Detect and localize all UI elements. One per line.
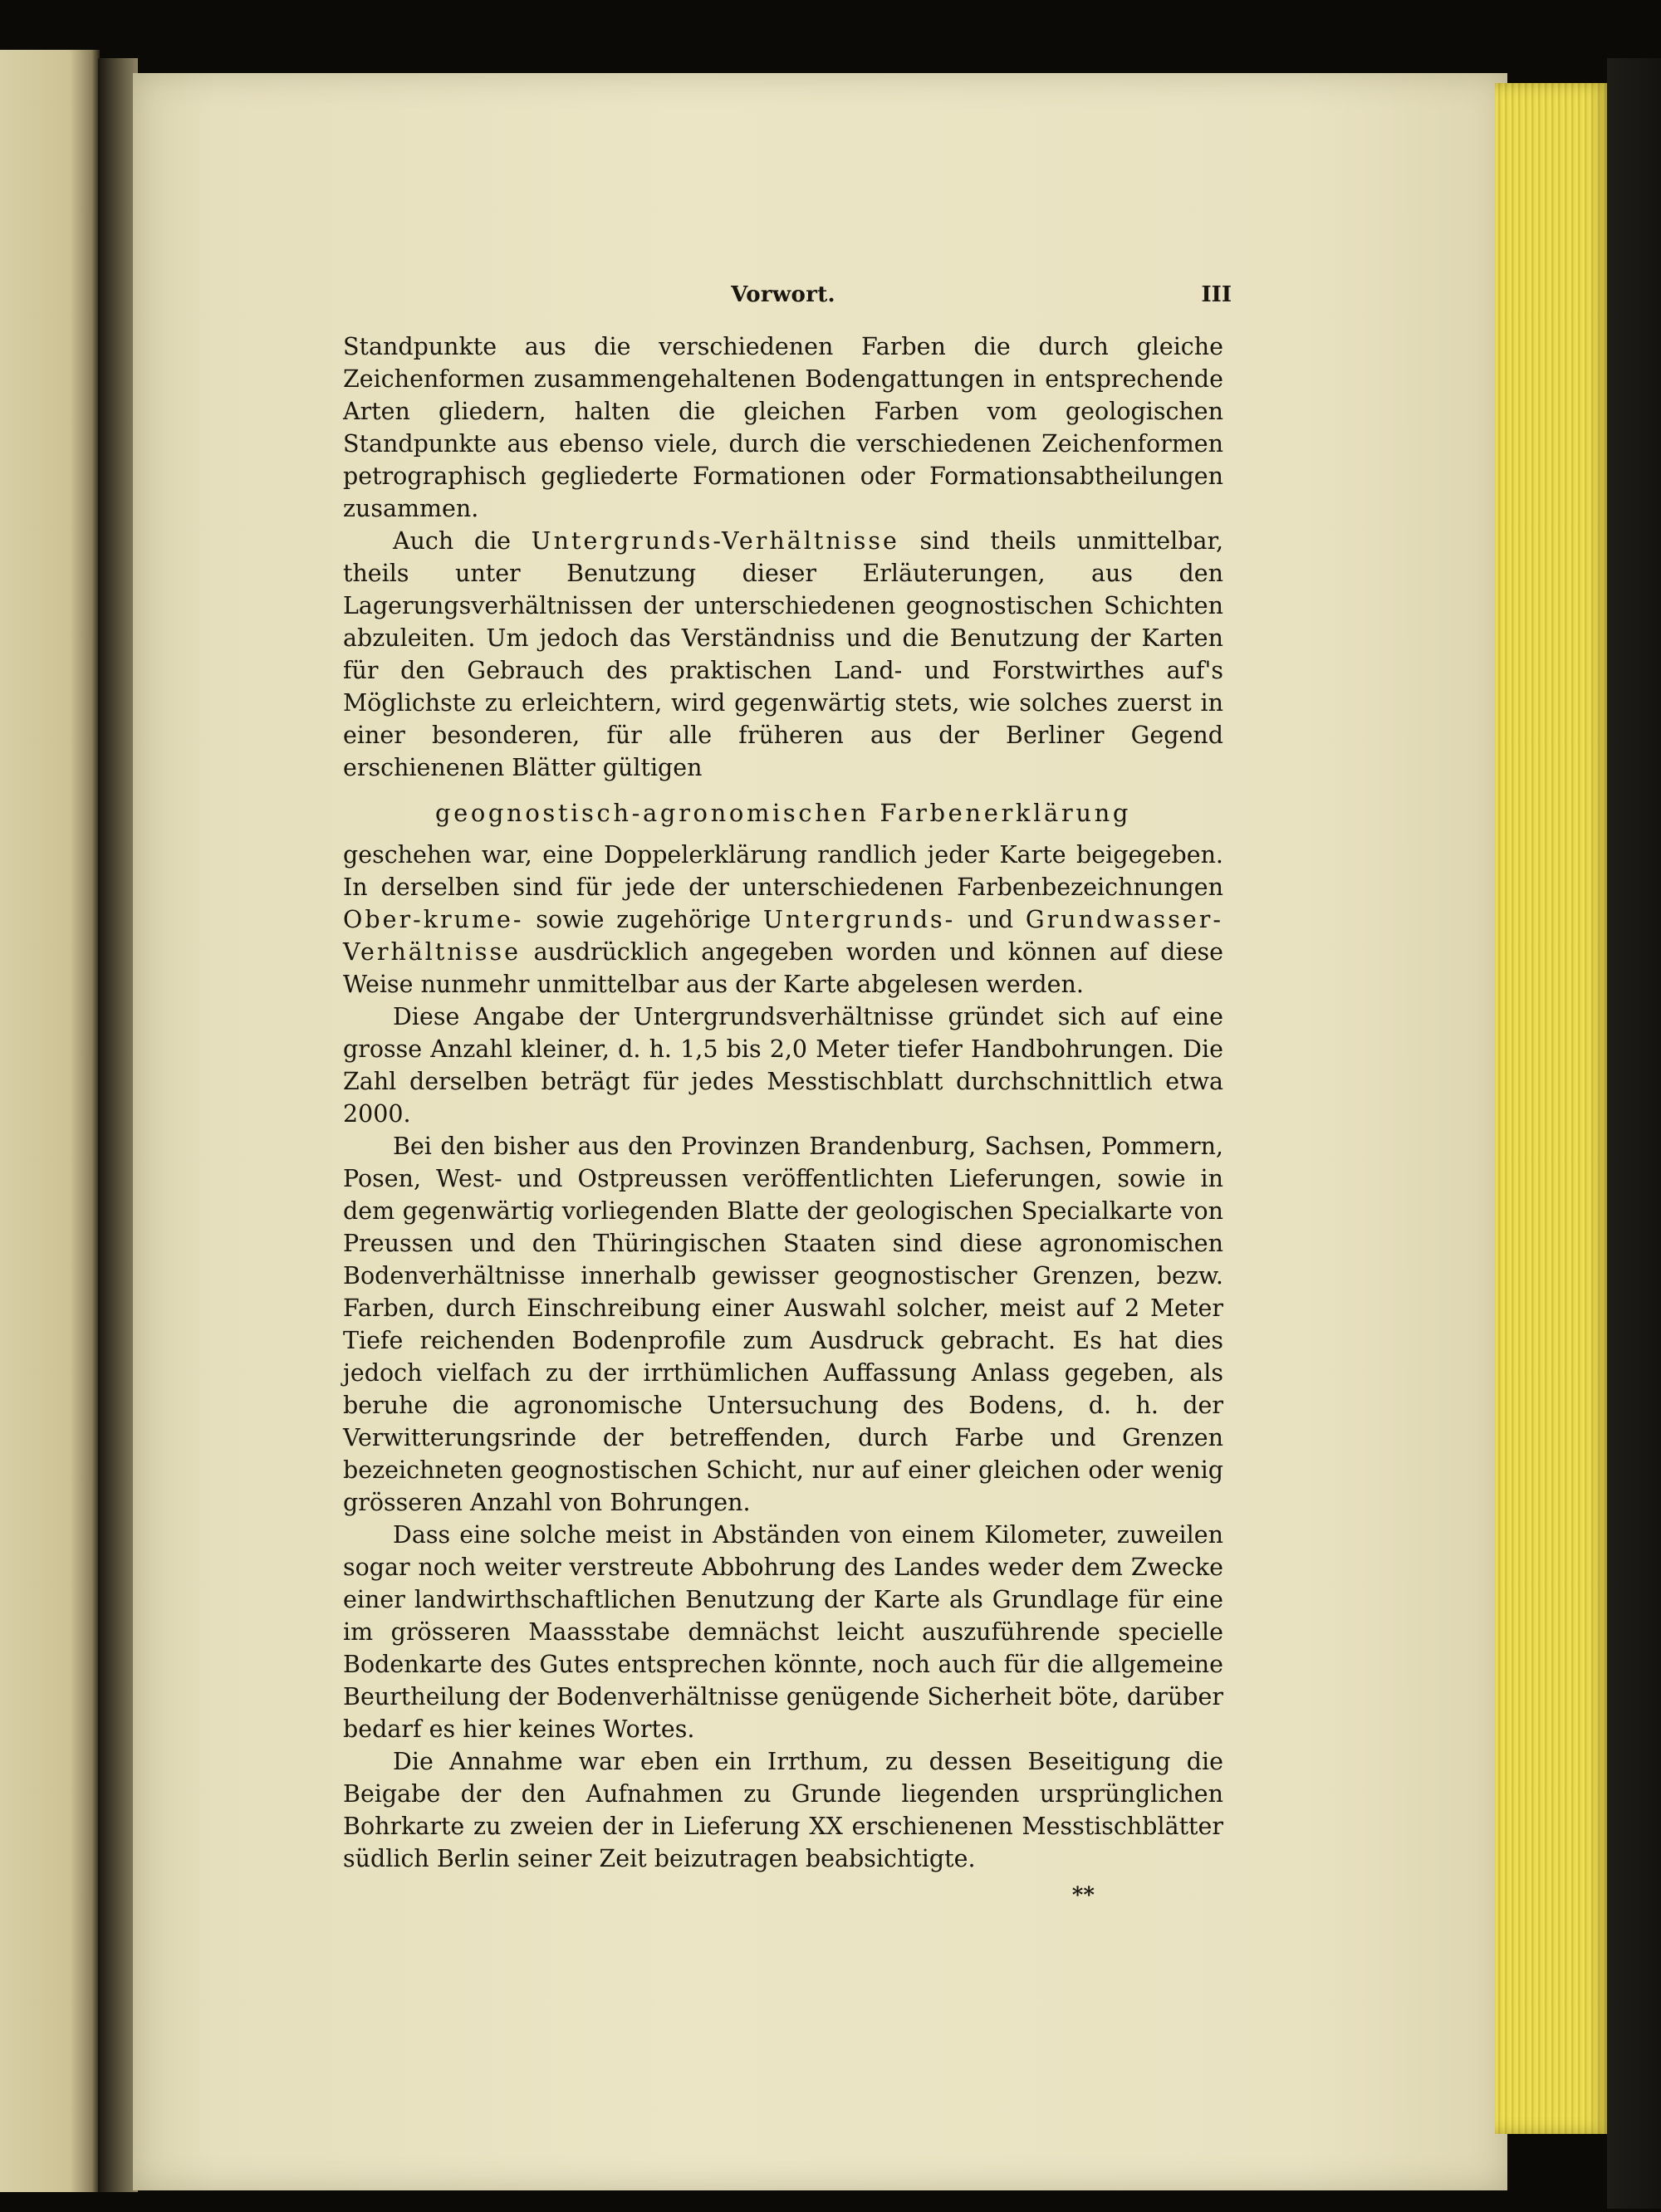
- p3-emphasis-oberkrume: Ober-krume-: [343, 906, 524, 933]
- p3-text-c: sowie zugehörige: [523, 906, 763, 933]
- p2-text-a: Auch die: [393, 527, 532, 555]
- p3-emphasis-grundwasser: Grundwasser-Verhältnisse: [343, 906, 1223, 966]
- p3-text-a: geschehen war, eine Doppelerklärung randlich jeder Karte beigegeben. In derselben sind für jede der unterschiedenen Farbenbezeichnungen: [343, 841, 1223, 901]
- running-head: Vorwort.: [731, 282, 835, 307]
- page-block-edge: [1495, 83, 1611, 2134]
- book-cover: [1607, 58, 1661, 2209]
- end-mark: **: [1071, 1883, 1095, 1908]
- paragraph-5: Bei den bisher aus den Provinzen Brandenburg, Sachsen, Pommern, Posen, West- und Ostpreussen veröffentlichten Lieferungen, sowie in dem gegenwärtig vorliegenden Blatte der geologischen Specialkarte von Preussen und den Thüringischen Staaten sind diese agronomischen Bodenverhältnisse innerhalb gewisser geognostischer Grenzen, bezw. Farben, durch Einschreibung einer Auswahl solcher, meist auf 2 Meter Tiefe reichenden Bodenprofile zum Ausdruck gebracht. Es hat dies jedoch vielfach zu der irrthümlichen Auffassung Anlass gegeben, als beruhe die agronomische Untersuchung des Bodens, d. h. der Verwitterungsrinde der betreffenden, durch Farbe und Grenzen bezeichneten geognostischen Schicht, nur auf einer gleichen oder wenig grösseren Anzahl von Bohrungen.: [343, 1133, 1223, 1516]
- p2-text-c: sind theils unmittelbar, theils unter Benutzung dieser Erläuterungen, aus den Lagerungsverhältnissen der unterschiedenen geognostischen Schichten abzuleiten. Um jedoch das Verständniss und die Benutzung der Karten für den Gebrauch des praktischen Land- und Forstwirthes auf's Möglichste zu erleichtern, wird gegenwärtig stets, wie solches zuerst in einer besonderen, für alle früheren aus der Berliner Gegend erschienenen Blätter gültigen: [343, 527, 1223, 781]
- p3-text-g: ausdrücklich angegeben worden und können auf diese Weise nunmehr unmittelbar aus der Karte abgelesen werden.: [343, 938, 1223, 998]
- page-header: [343, 282, 1232, 324]
- paragraph-7: Die Annahme war eben ein Irrthum, zu dessen Beseitigung die Beigabe der den Aufnahmen zu Grunde liegenden ursprünglichen Bohrkarte zu zweien der in Lieferung XX erschienenen Messtischblätter südlich Berlin seiner Zeit beizutragen beabsichtigte.: [343, 1748, 1223, 1872]
- facing-page-edge: [0, 50, 100, 2192]
- paragraph-2: [343, 525, 1223, 784]
- p3-text-e: und: [955, 906, 1026, 933]
- p2-emphasis: Untergrunds-Verhältnisse: [531, 527, 899, 555]
- paragraph-3: [343, 839, 1223, 1001]
- p3-emphasis-untergrunds: Untergrunds-: [762, 906, 956, 933]
- book-gutter: [98, 58, 138, 2192]
- page-number: III: [1201, 282, 1232, 307]
- paragraph-4: Diese Angabe der Untergrundsverhältnisse gründet sich auf eine grosse Anzahl kleiner, d. h. 1,5 bis 2,0 Meter tiefer Handbohrungen. Die Zahl derselben beträgt für jedes Messtischblatt durchschnittlich etwa 2000.: [343, 1003, 1223, 1128]
- paragraph-6: Dass eine solche meist in Abständen von einem Kilometer, zuweilen sogar noch weiter verstreute Abbohrung des Landes weder dem Zwecke einer landwirthschaftlichen Benutzung der Karte als Grundlage für eine im grösseren Maassstabe demnächst leicht auszuführende specielle Bodenkarte des Gutes entsprechen könnte, noch auch für die allgemeine Beurtheilung der Bodenverhältnisse genügende Sicherheit böte, darüber bedarf es hier keines Wortes.: [343, 1521, 1223, 1743]
- centered-heading: geognostisch-agronomischen Farbenerklärung: [434, 799, 1132, 827]
- paragraph-1: Standpunkte aus die verschiedenen Farben die durch gleiche Zeichenformen zusammengehaltenen Bodengattungen in entsprechende Arten gliedern, halten die gleichen Farben vom geologischen Standpunkte aus ebenso viele, durch die verschiedenen Zeichenformen petrographisch gegliederte Formationen oder Formationsabtheilungen zusammen.: [343, 333, 1223, 522]
- text-block: [343, 282, 1232, 1908]
